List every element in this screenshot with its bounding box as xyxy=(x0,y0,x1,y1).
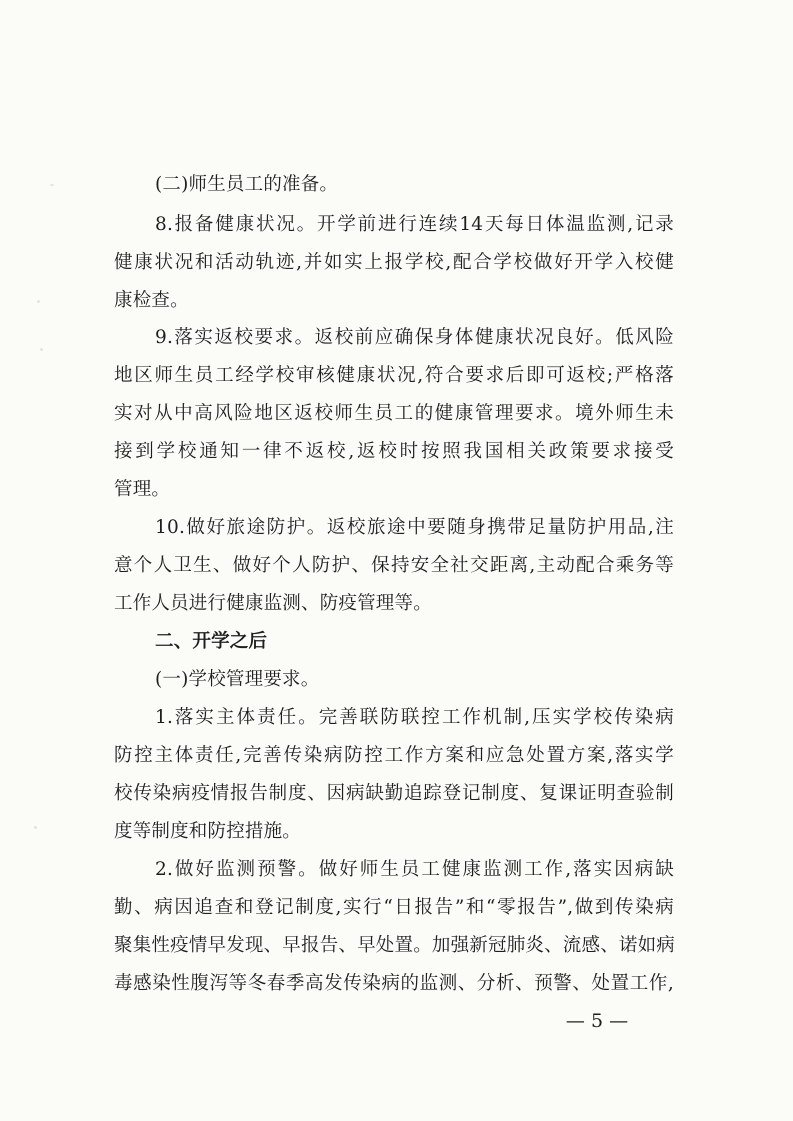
scan-speck xyxy=(40,348,43,351)
paragraph-line: 实对从中高风险地区返校师生员工的健康管理要求。境外师生未 xyxy=(114,403,674,424)
section-heading-after-school-start: 二、开学之后 xyxy=(155,631,268,652)
paragraph-line: 8.报备健康状况。开学前进行连续14天每日体温监测,记录 xyxy=(155,214,674,235)
paragraph-line: 2.做好监测预警。做好师生员工健康监测工作,落实因病缺 xyxy=(155,859,674,880)
paragraph-line: 管理。 xyxy=(114,479,171,500)
paragraph-line: 工作人员进行健康监测、防疫管理等。 xyxy=(114,593,432,614)
scan-speck xyxy=(34,826,37,829)
paragraph-line: 康检查。 xyxy=(114,290,189,311)
paragraph-line: 1.落实主体责任。完善联防联控工作机制,压实学校传染病 xyxy=(155,707,674,728)
paragraph-line: 聚集性疫情早发现、早报告、早处置。加强新冠肺炎、流感、诺如病 xyxy=(114,935,676,956)
scan-speck xyxy=(37,300,40,303)
scan-speck xyxy=(50,184,54,186)
paragraph-line: 9.落实返校要求。返校前应确保身体健康状况良好。低风险 xyxy=(155,327,674,348)
subheading-staff-preparation: (二)师生员工的准备。 xyxy=(155,174,339,195)
paragraph-line: 地区师生员工经学校审核健康状况,符合要求后即可返校;严格落 xyxy=(114,365,674,386)
paragraph-line: 10.做好旅途防护。返校旅途中要随身携带足量防护用品,注 xyxy=(155,517,674,538)
paragraph-line: 接到学校通知一律不返校,返校时按照我国相关政策要求接受 xyxy=(114,441,674,462)
paragraph-line: 防控主体责任,完善传染病防控工作方案和应急处置方案,落实学 xyxy=(114,745,674,766)
page-number: — 5 — xyxy=(565,1010,629,1032)
paragraph-line: 度等制度和防控措施。 xyxy=(114,821,302,842)
paragraph-line: 健康状况和活动轨迹,并如实上报学校,配合学校做好开学入校健 xyxy=(114,252,674,273)
paragraph-line: 勤、病因追查和登记制度,实行“日报告”和“零报告”,做到传染病 xyxy=(114,897,674,918)
paragraph-line: 毒感染性腹泻等冬春季高发传染病的监测、分析、预警、处置工作, xyxy=(114,973,674,994)
subheading-school-management: (一)学校管理要求。 xyxy=(155,669,320,690)
paragraph-line: 意个人卫生、做好个人防护、保持安全社交距离,主动配合乘务等 xyxy=(114,555,674,576)
paragraph-line: 校传染病疫情报告制度、因病缺勤追踪登记制度、复课证明查验制 xyxy=(114,783,674,804)
